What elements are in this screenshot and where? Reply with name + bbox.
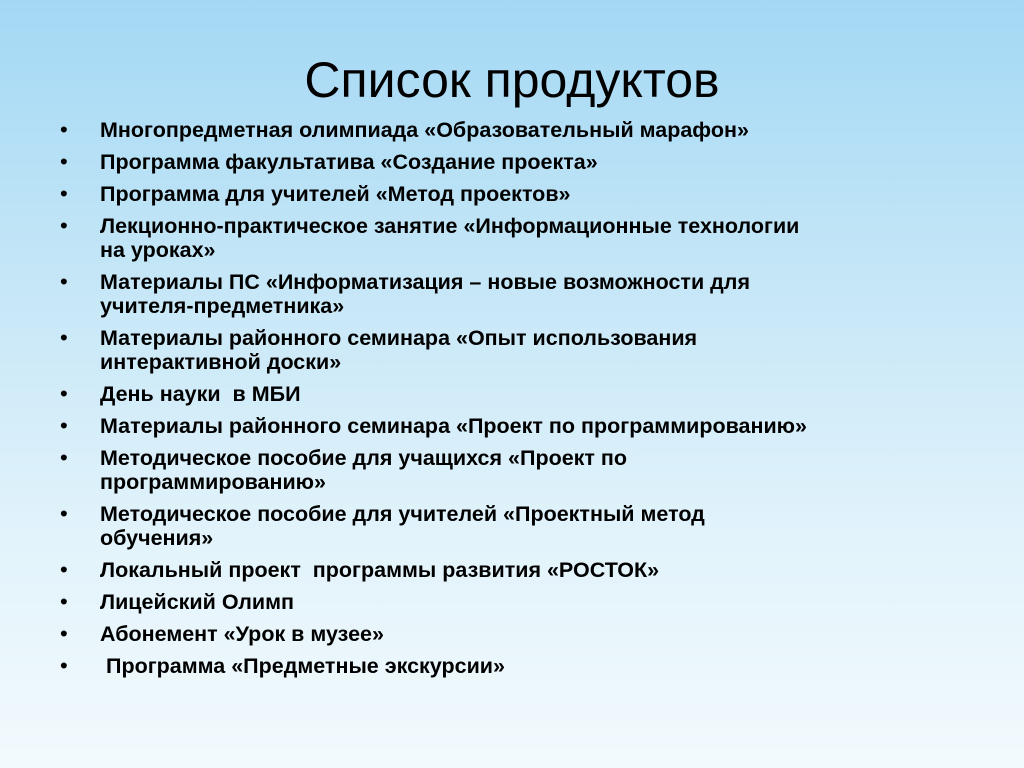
bullet-icon: • [60,117,68,142]
list-item-text: Программа факультатива «Создание проекта» [100,150,598,174]
list-item-text: Методическое пособие для учащихся «Проект по программированию» [100,446,628,494]
list-item [60,149,980,174]
slide-title: Список продуктов [304,52,720,108]
list-item-text: Лицейский Олимп [100,590,295,614]
list-item-text: Программа «Предметные экскурсии» [100,654,505,678]
list-item [60,381,980,406]
list-item-text: Материалы районного семинара «Опыт использования интерактивной доски» [100,326,698,374]
list-item [60,589,980,614]
list-item-text: Локальный проект программы развития «РОСТОК» [100,558,660,582]
bullet-icon: • [60,149,68,174]
list-item-text: Лекционно-практическое занятие «Информационные технологии на уроках» [100,214,800,262]
list-item [60,653,980,678]
bullet-icon: • [60,653,68,678]
bullet-icon: • [60,501,68,526]
bullet-icon: • [60,213,68,238]
list-item [60,621,980,646]
list-item-text: Материалы ПС «Информатизация – новые возможности для учителя-предметника» [100,270,750,318]
list-item [60,213,980,262]
bullet-icon: • [60,325,68,350]
list-item [60,117,980,142]
list-item-text: Материалы районного семинара «Проект по программированию» [100,414,807,438]
bullet-icon: • [60,445,68,470]
list-item-text: Многопредметная олимпиада «Образовательный марафон» [100,118,749,142]
list-item-text: Методическое пособие для учителей «Проектный метод обучения» [100,502,705,550]
bullet-icon: • [60,181,68,206]
list-item [60,325,980,374]
list-item-text: Абонемент «Урок в музее» [100,622,384,646]
list-item-text: Программа для учителей «Метод проектов» [100,182,571,206]
list-item [60,501,980,550]
list-item [60,413,980,438]
list-item [60,269,980,318]
list-item [60,181,980,206]
product-list [60,117,980,686]
bullet-icon: • [60,269,68,294]
list-item [60,557,980,582]
bullet-icon: • [60,589,68,614]
list-item [60,445,980,494]
list-item-text: День науки в МБИ [100,382,301,406]
bullet-icon: • [60,557,68,582]
bullet-icon: • [60,413,68,438]
bullet-icon: • [60,621,68,646]
bullet-icon: • [60,381,68,406]
